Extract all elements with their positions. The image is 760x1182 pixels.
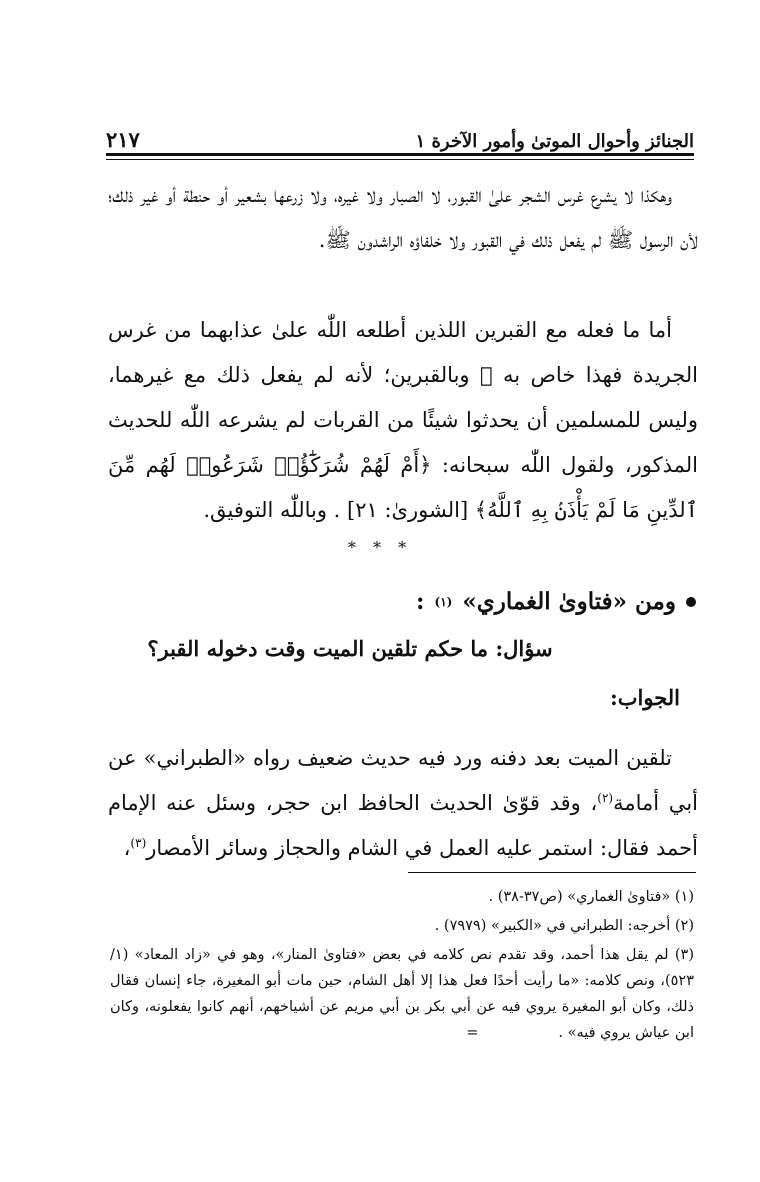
section-heading: ومن «فتاوىٰ الغماري» (١) : [416, 588, 696, 615]
header-rule [106, 153, 694, 156]
page-header [106, 112, 694, 152]
bullet-icon [686, 597, 696, 607]
footnote-rule [408, 872, 696, 873]
answer-part-3: ، [123, 836, 131, 860]
section-heading-text: ومن «فتاوىٰ الغماري» [462, 588, 676, 615]
running-title: الجنائز وأحوال الموتىٰ وأمور الآخرة ١ [415, 131, 694, 152]
footnote-1: (١) «فتاوىٰ الغماري» (ص٣٧-٣٨) . [488, 889, 694, 905]
footnote-3-text: (٣) لم يقل هذا أحمد، وقد تقدم نص كلامه في بعض «فتاوىٰ المنار»، وهو في «زاد المعاد» (١/ ٥٢٣)، ونص كلامه: «ما رأيت أحدًا فعل هذا إلا أهل الشام، حين مات أبو المغيرة، جاء إنسان فقال ذلك، وكان أبو المغيرة يروي فيه عن أبي بكر بن أبي مريم عن أشياخهم، أنهم كانوا يفعلونه، وكان ابن عياش يروي فيه» . [110, 947, 694, 1041]
page-number: ٢١٧ [106, 127, 140, 152]
footnote-ref-3: (٣) [130, 836, 147, 850]
answer-label: الجواب: [610, 685, 680, 710]
footnote-2: (٢) أخرجه: الطبراني في «الكبير» (٧٩٧٩) . [434, 918, 694, 934]
paragraph-1: وهكذا لا يشرع غرس الشجر علىٰ القبور، لا الصبار ولا غيره، ولا زرعها بشعير أو حنطة أو غير ذلك؛ لأن الرسول ﷺ لم يفعل ذلك في القبور ولا خلفاؤه الراشدون ﷺ. [108, 183, 698, 252]
section-separator: * * * [347, 538, 413, 557]
footnote-ref-2: (٢) [597, 791, 614, 805]
header-rule-thin [106, 159, 694, 160]
continuation-mark: = [466, 1025, 479, 1041]
answer-paragraph [108, 736, 698, 871]
footnote-3 [110, 942, 694, 1046]
question: سؤال: ما حكم تلقين الميت وقت دخوله القبر؟ [147, 636, 553, 661]
footnotes [110, 884, 694, 1049]
paragraph-2: أما ما فعله مع القبرين اللذين أطلعه اللّٰه علىٰ عذابهما من غرس الجريدة فهذا خاص به ﷺ وبالقبرين؛ لأنه لم يفعل ذلك مع غيرهما، وليس للمسلمين أن يحدثوا شيئًا من القربات لم يشرعه اللّٰه للحديث المذكور، ولقول اللّٰه سبحانه: ﴿أَمْ لَهُمْ شُرَكَٰٓؤُا۟ شَرَعُوا۟ لَهُم مِّنَ ٱلدِّينِ مَا لَمْ يَأْذَنۢ بِهِ ٱللَّهُ﴾ [الشورىٰ: ٢١] . وباللّٰه التوفيق. [108, 318, 699, 522]
answer-part-1: تلقين الميت بعد دفنه ورد فيه حديث ضعيف رواه «الطبراني» عن أبي أمامة [108, 746, 698, 815]
answer-part-2: ، وقد قوّىٰ الحديث الحافظ ابن حجر، وسئل عنه الإمام أحمد فقال: استمر عليه العمل في الشام والحجاز وسائر الأمصار [108, 791, 698, 860]
section-heading-colon: : [416, 588, 425, 615]
